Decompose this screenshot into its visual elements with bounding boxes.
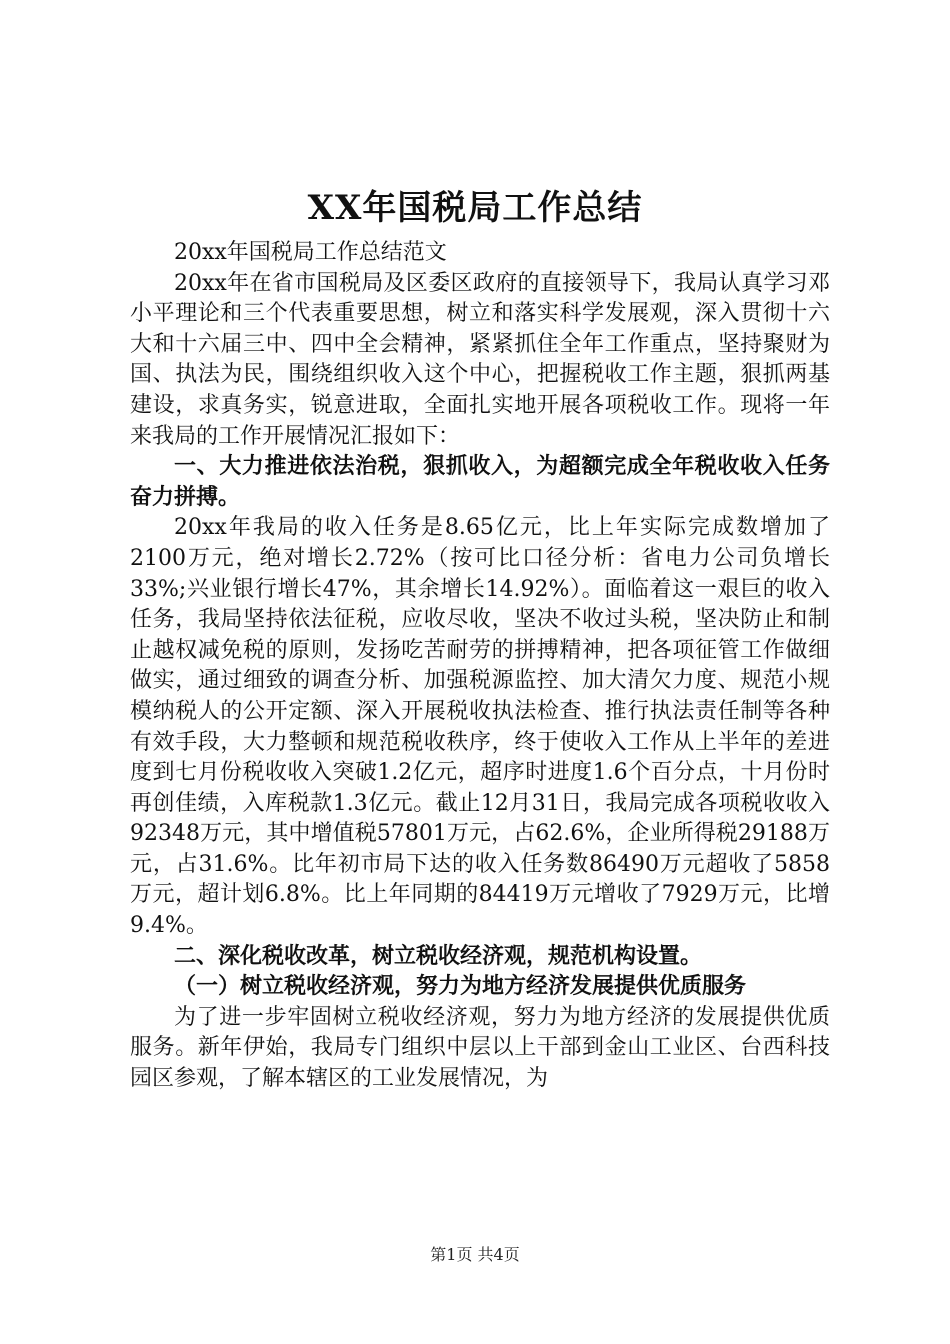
page-title: XX年国税局工作总结 bbox=[307, 188, 643, 228]
intro-paragraph: 20xx年在省市国税局及区委区政府的直接领导下，我局认真学习邓小平理论和三个代表重要思想，树立和落实科学发展观，深入贯彻十六大和十六届三中、四中全会精神，紧紧抓住全年工作重点，坚持聚财为国、执法为民，围绕组织收入这个中心，把握税收工作主题，狠抓两基建设，求真务实，锐意进取，全面扎实地开展各项税收工作。现将一年来我局的工作开展情况汇报如下： bbox=[130, 270, 830, 449]
page-footer: 第1页 共4页 bbox=[430, 1245, 520, 1264]
section-heading-1: 一、大力推进依法治税，狠抓收入，为超额完成全年税收收入任务奋力拼搏。 bbox=[130, 454, 830, 510]
subtitle-paragraph: 20xx年国税局工作总结范文 bbox=[174, 240, 447, 265]
body-paragraph-revenue: 20xx年我局的收入任务是8.65亿元，比上年实际完成数增加了2100万元，绝对增长2.72%（按可比口径分析：省电力公司负增长33%;兴业银行增长47%，其余增长14.92%）。面临着这一艰巨的收入任务，我局坚持依法征税，应收尽收，坚决不收过头税，坚决防止和制止越权减免税的原则，发扬吃苦耐劳的拼搏精神，把各项征管工作做细做实，通过细致的调查分析、加强税源监控、加大清欠力度、规范小规模纳税人的公开定额、深入开展税收执法检查、推行执法责任制等各种有效手段，大力整顿和规范税收秩序，终于使收入工作从上半年的差进度到七月份税收收入突破1.2亿元，超序时进度1.6个百分点，十月份时再创佳绩，入库税款1.3亿元。截止12月31日，我局完成各项税收收入92348万元，其中增值税57801万元，占62.6%，企业所得税29188万元，占31.6%。比年初市局下达的收入任务数86490万元超收了5858万元，超计划6.8%。比上年同期的84419万元增收了7929万元，比增9.4%。 bbox=[130, 515, 830, 939]
subsection-heading-1: （一）树立税收经济观，努力为地方经济发展提供优质服务 bbox=[174, 974, 747, 1000]
body-paragraph-service: 为了进一步牢固树立税收经济观，努力为地方经济的发展提供优质服务。新年伊始，我局专门组织中层以上干部到金山工业区、台西科技园区参观，了解本辖区的工业发展情况，为 bbox=[130, 1004, 830, 1092]
section-heading-2: 二、深化税收改革，树立税收经济观，规范机构设置。 bbox=[174, 943, 703, 969]
document-body bbox=[130, 238, 830, 1095]
